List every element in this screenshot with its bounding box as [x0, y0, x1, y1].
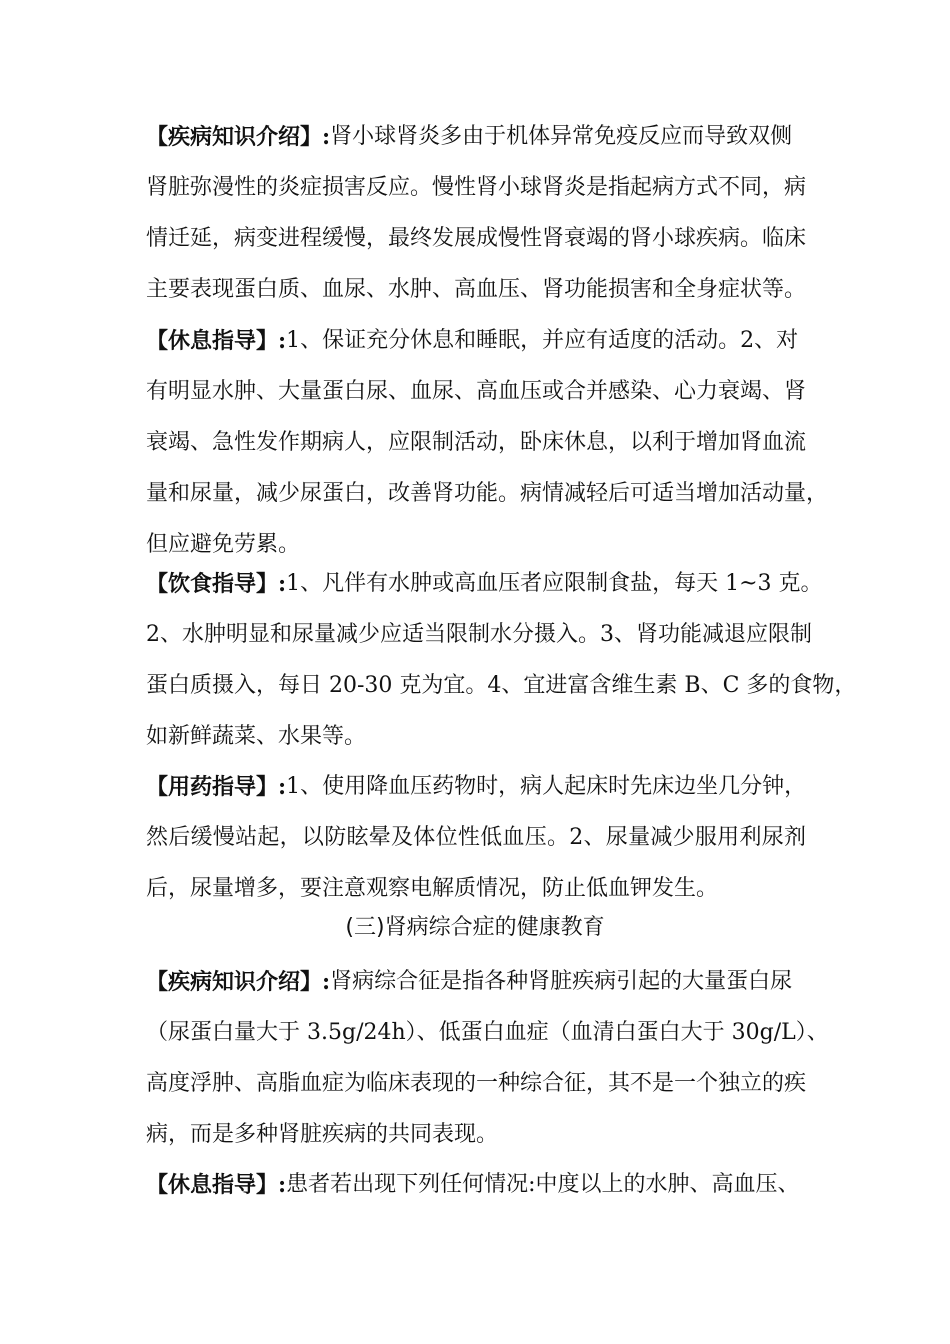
- paragraph-line: [146, 569, 823, 599]
- disease-intro-label: 【疾病知识介绍】:: [146, 969, 331, 995]
- line-text: 后，尿量增多，要注意观察电解质情况，防止低血钾发生。: [146, 876, 719, 901]
- line-text: 蛋白质摄入，每日 20-30 克为宜。4、宜进富含维生素 B、C 多的食物，: [146, 673, 857, 698]
- line-text: （尿蛋白量大于 3.5g/24h）、低蛋白血症（血清白蛋白大于 30g/L）、: [146, 1020, 829, 1045]
- line-text: 1、使用降血压药物时，病人起床时先床边坐几分钟，: [286, 774, 807, 799]
- paragraph-line: [146, 326, 806, 356]
- line-text: 肾脏弥漫性的炎症损害反应。慢性肾小球肾炎是指起病方式不同，病: [146, 175, 807, 200]
- paragraph-line: [146, 530, 806, 560]
- paragraph-line: [146, 122, 806, 152]
- line-text: 量和尿量，减少尿蛋白，改善肾功能。病情减轻后可适当增加活动量，: [146, 481, 829, 506]
- paragraph-line: [146, 224, 806, 254]
- section-heading: (三)肾病综合症的健康教育: [345, 915, 605, 940]
- line-text: 高度浮肿、高脂血症为临床表现的一种综合征，其不是一个独立的疾: [146, 1071, 807, 1096]
- paragraph-line: [146, 671, 857, 701]
- line-text: 1、保证充分休息和睡眠，并应有适度的活动。2、对: [286, 328, 799, 353]
- disease-intro-label: 【疾病知识介绍】:: [146, 124, 331, 150]
- paragraph-line: [146, 428, 806, 458]
- line-text: 衰竭、急性发作期病人，应限制活动，卧床休息，以利于增加肾血流: [146, 430, 807, 455]
- paragraph-line: [146, 620, 812, 650]
- paragraph-line: [146, 173, 806, 203]
- line-text: 患者若出现下列任何情况:中度以上的水肿、高血压、: [286, 1172, 800, 1197]
- medication-guidance-label: 【用药指导】:: [146, 774, 287, 800]
- paragraph-line: [146, 823, 806, 853]
- paragraph-line: [146, 1018, 829, 1048]
- paragraph-line: [146, 1069, 806, 1099]
- paragraph-line: [146, 1120, 806, 1150]
- line-text: 情迁延，病变进程缓慢，最终发展成慢性肾衰竭的肾小球疾病。临床: [146, 226, 807, 251]
- rest-guidance-label: 【休息指导】:: [146, 1172, 287, 1198]
- line-text: 病，而是多种肾脏疾病的共同表现。: [146, 1122, 499, 1147]
- paragraph-line: [146, 479, 829, 509]
- paragraph-line: [146, 967, 806, 997]
- line-text: 但应避免劳累。: [146, 532, 301, 557]
- paragraph-line: [146, 722, 806, 752]
- line-text: 然后缓慢站起，以防眩晕及体位性低血压。2、尿量减少服用利尿剂: [146, 825, 807, 850]
- paragraph-line: [146, 275, 806, 305]
- line-text: 肾小球肾炎多由于机体异常免疫反应而导致双侧: [330, 124, 793, 149]
- paragraph-line: [146, 772, 806, 802]
- line-text: 2、水肿明显和尿量减少应适当限制水分摄入。3、肾功能减退应限制: [146, 622, 812, 647]
- line-text: 1、凡伴有水肿或高血压者应限制食盐，每天 1~3 克。: [286, 571, 823, 596]
- diet-guidance-label: 【饮食指导】:: [146, 571, 287, 597]
- rest-guidance-label: 【休息指导】:: [146, 328, 287, 354]
- line-text: 肾病综合征是指各种肾脏疾病引起的大量蛋白尿: [330, 969, 793, 994]
- paragraph-line: [146, 377, 806, 407]
- paragraph-line: [146, 1170, 806, 1200]
- paragraph-line: [146, 874, 806, 904]
- line-text: 如新鲜蔬菜、水果等。: [146, 724, 367, 749]
- line-text: 有明显水肿、大量蛋白尿、血尿、高血压或合并感染、心力衰竭、肾: [146, 379, 807, 404]
- line-text: 主要表现蛋白质、血尿、水肿、高血压、肾功能损害和全身症状等。: [146, 277, 807, 302]
